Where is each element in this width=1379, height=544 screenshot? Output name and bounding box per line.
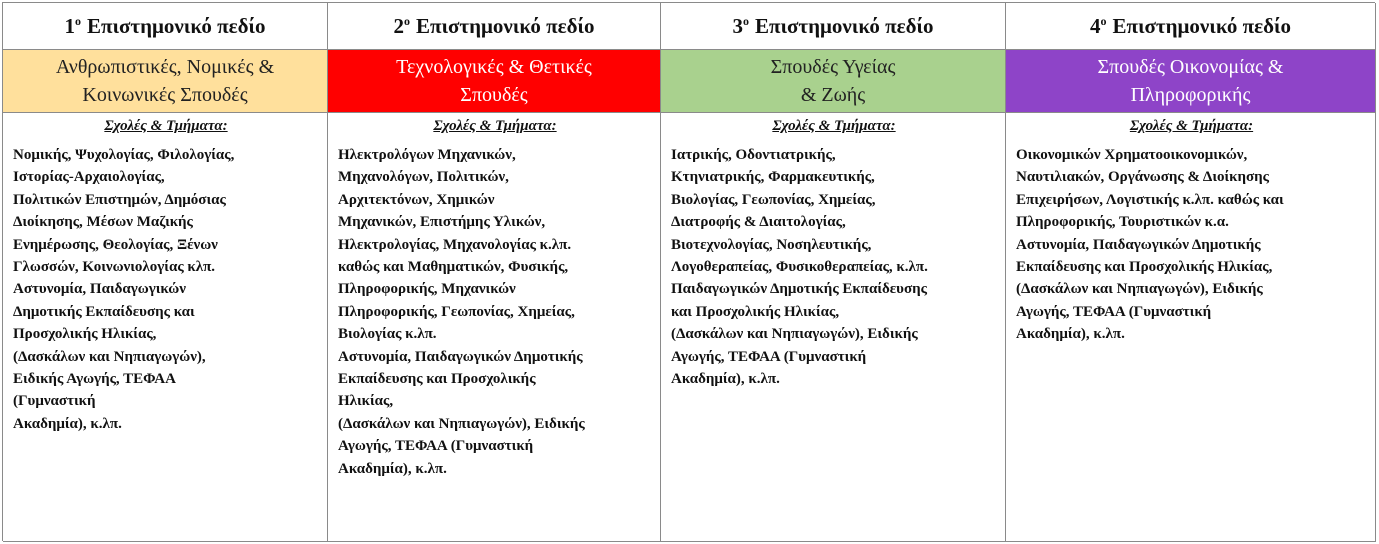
field-4-header: [1006, 3, 1376, 50]
department-line: (Δασκάλων και Νηπιαγωγών), Ειδικής: [338, 415, 585, 432]
department-line: Κτηνιατρικής, Φαρμακευτικής,: [671, 169, 875, 186]
departments-subheading: Σχολές & Τμήματα:: [104, 118, 228, 134]
field-4-number: 4: [1089, 13, 1101, 38]
field-2-number: 2: [393, 13, 404, 38]
category-line: Πληροφορικής: [1130, 84, 1251, 106]
department-line: Ναυτιλιακών, Οργάνωσης & Διοίκησης: [1016, 169, 1269, 186]
department-line: Μηχανολόγων, Πολιτικών,: [338, 169, 509, 186]
department-line: Ακαδημία), κ.λπ.: [1016, 326, 1125, 343]
department-line: Βιοτεχνολογίας, Νοσηλευτικής,: [671, 236, 872, 253]
department-line: και Προσχολικής Ηλικίας,: [671, 303, 840, 320]
department-line: Αρχιτεκτόνων, Χημικών: [338, 191, 495, 208]
department-line: Ενημέρωσης, Θεολογίας, Ξένων: [13, 236, 218, 253]
category-line: Σπουδές Υγείας: [770, 56, 896, 78]
department-line: Ακαδημία), κ.λπ.: [13, 415, 122, 432]
category-line: Σπουδές: [460, 84, 528, 106]
department-line: Μηχανικών, Επιστήμης Υλικών,: [338, 214, 546, 231]
department-line: Διοίκησης, Μέσων Μαζικής: [13, 214, 193, 231]
department-line: Νομικής, Ψυχολογίας, Φιλολογίας,: [13, 147, 235, 163]
department-line: Πληροφορικής, Μηχανικών: [338, 281, 516, 298]
field-1-header: [3, 3, 328, 50]
category-line: Ανθρωπιστικές, Νομικές &: [55, 56, 275, 78]
field-2-title: Επιστημονικό πεδίο: [415, 13, 595, 38]
category-line: & Ζωής: [800, 84, 866, 106]
field-1-title: Επιστημονικό πεδίο: [86, 13, 266, 38]
field-4-category: [1006, 50, 1376, 113]
department-line: Πληροφορικής, Τουριστικών κ.α.: [1016, 214, 1229, 231]
field-1-number: 1: [64, 13, 75, 38]
field-3-departments: [661, 113, 1006, 542]
department-line: (Δασκάλων και Νηπιαγωγών), Ειδικής: [671, 326, 918, 343]
department-line: Διατροφής & Διαιτολογίας,: [671, 214, 846, 231]
field-2-ordinal: ο: [403, 13, 410, 28]
department-line: Δημοτικής Εκπαίδευσης και: [13, 303, 195, 320]
department-line: Ακαδημία), κ.λπ.: [671, 371, 780, 388]
field-4-ordinal: ο: [1100, 13, 1107, 28]
department-line: Εκπαίδευσης και Προσχολικής Ηλικίας,: [1016, 259, 1273, 276]
department-line: Ακαδημία), κ.λπ.: [338, 460, 447, 477]
field-3-ordinal: ο: [742, 13, 749, 28]
category-line: Σπουδές Οικονομίας &: [1097, 56, 1284, 78]
department-line: Αγωγής, ΤΕΦΑΑ (Γυμναστική: [671, 348, 867, 365]
field-3-title: Επιστημονικό πεδίο: [754, 13, 934, 38]
field-2-departments: [328, 113, 661, 542]
department-line: Πολιτικών Επιστημών, Δημόσιας: [13, 191, 226, 208]
field-2-category: [328, 50, 661, 113]
field-1-category: [3, 50, 328, 113]
department-line: Αστυνομία, Παιδαγωγικών Δημοτικής: [1016, 236, 1261, 253]
departments-subheading: Σχολές & Τμήματα:: [433, 118, 557, 134]
department-line: Βιολογίας κ.λπ.: [338, 326, 437, 343]
department-line: Βιολογίας, Γεωπονίας, Χημείας,: [671, 191, 876, 208]
department-line: Λογοθεραπείας, Φυσικοθεραπείας, κ.λπ.: [671, 259, 928, 276]
department-line: καθώς και Μαθηματικών, Φυσικής,: [338, 259, 569, 276]
field-3-category: [661, 50, 1006, 113]
department-line: (Δασκάλων και Νηπιαγωγών),: [13, 348, 206, 365]
field-4-departments: [1006, 113, 1376, 542]
department-line: Πληροφορικής, Γεωπονίας, Χημείας,: [338, 303, 575, 320]
department-line: Παιδαγωγικών Δημοτικής Εκπαίδευσης: [671, 281, 927, 298]
department-line: Αστυνομία, Παιδαγωγικών: [13, 281, 186, 298]
department-line: Αστυνομία, Παιδαγωγικών Δημοτικής: [338, 348, 583, 365]
departments-subheading: Σχολές & Τμήματα:: [772, 118, 896, 134]
department-line: Οικονομικών Χρηματοοικονομικών,: [1016, 147, 1248, 163]
department-line: Προσχολικής Ηλικίας,: [13, 326, 157, 343]
department-line: Ηλεκτρολογίας, Μηχανολογίας κ.λπ.: [338, 236, 572, 253]
field-1-departments: [3, 113, 328, 542]
department-line: Εκπαίδευσης και Προσχολικής: [338, 371, 536, 388]
department-line: Ηλικίας,: [338, 393, 394, 410]
departments-subheading: Σχολές & Τμήματα:: [1129, 118, 1254, 134]
department-line: Ιατρικής, Οδοντιατρικής,: [671, 147, 836, 163]
category-line: Τεχνολογικές & Θετικές: [396, 56, 592, 78]
department-line: Επιχειρήσων, Λογιστικής κ.λπ. καθώς και: [1016, 191, 1284, 208]
department-line: (Δασκάλων και Νηπιαγωγών), Ειδικής: [1016, 281, 1263, 298]
department-line: (Γυμναστική: [13, 393, 96, 410]
department-line: Αγωγής, ΤΕΦΑΑ (Γυμναστική: [1016, 303, 1212, 320]
field-2-header: [328, 3, 661, 50]
field-3-number: 3: [732, 13, 743, 38]
department-line: Ιστορίας-Αρχαιολογίας,: [13, 169, 165, 186]
fields-table: [2, 2, 1375, 541]
field-4-title: Επιστημονικό πεδίο: [1112, 13, 1292, 38]
department-line: Αγωγής, ΤΕΦΑΑ (Γυμναστική: [338, 438, 534, 455]
department-line: Ειδικής Αγωγής, ΤΕΦΑΑ: [13, 371, 176, 388]
field-3-header: [661, 3, 1006, 50]
department-line: Ηλεκτρολόγων Μηχανικών,: [338, 147, 516, 163]
field-1-ordinal: ο: [74, 13, 81, 28]
department-line: Γλωσσών, Κοινωνιολογίας κλπ.: [13, 259, 216, 276]
category-line: Κοινωνικές Σπουδές: [82, 84, 248, 106]
